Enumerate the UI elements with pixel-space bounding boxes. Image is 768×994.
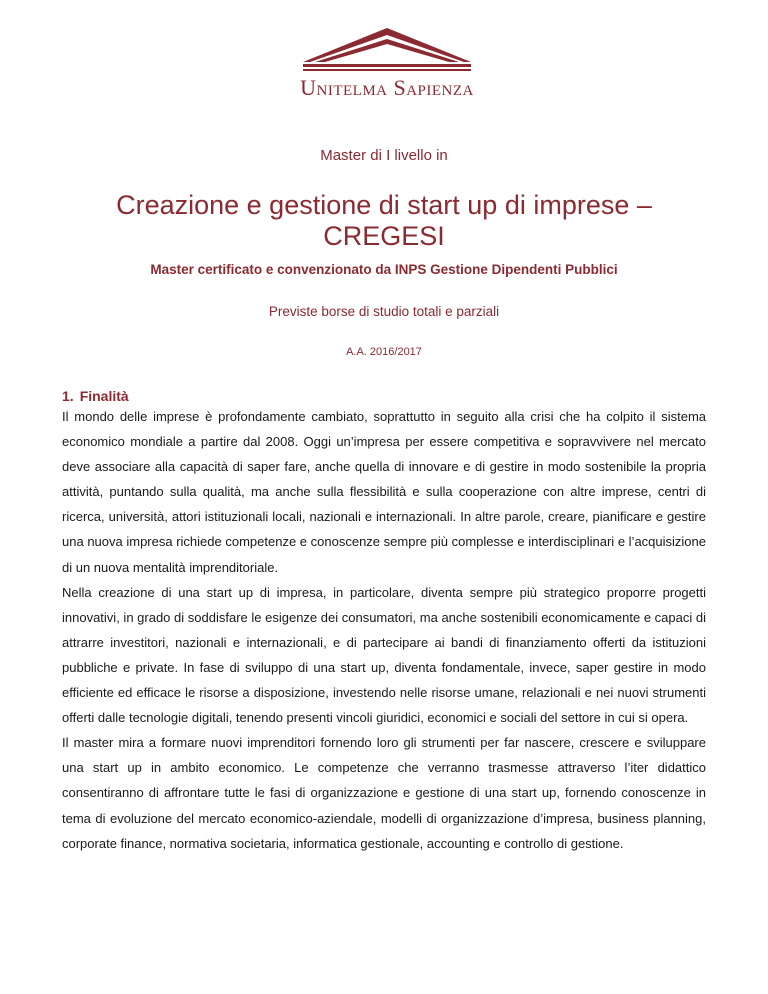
paragraph: Nella creazione di una start up di impresa, in particolare, diventa sempre più strategico proporre progetti innovativi, in grado di soddisfare le esigenze dei consumatori, ma anche sostenibili economicamente e capaci di attrarre investitori, nazionali e internazionali, e di partecipare ai bandi di finanziamento offerti da istituzioni pubbliche e private. In fase di sviluppo di una start up, diventa fondamentale, invece, saper gestire in modo efficiente ed efficace le risorse a disposizione, investendo nelle risorse umane, relazionali e nei nuovi strumenti offerti dalle tecnologie digitali, tenendo presenti vincoli giuridici, economici e sociali del settore in cui si opera. <box>62 584 706 726</box>
section-number: 1. <box>62 388 74 404</box>
certification-line: Master certificato e convenzionato da INPS Gestione Dipendenti Pubblici <box>150 262 618 277</box>
section-heading <box>62 388 129 404</box>
section-title: Finalità <box>79 388 129 404</box>
paragraph: Il master mira a formare nuovi imprenditori fornendo loro gli strumenti per far nascere, crescere e sviluppare una start up in ambito economico. Le competenze che verranno trasmesse attraverso l’iter didattico consentiranno di affrontare tutte le fasi di organizzazione e gestione di una start up, fornendo conoscenze in tema di evoluzione del mercato economico-aziendale, modelli di organizzazione d’impresa, business planning, corporate finance, normativa societaria, informatica gestionale, accounting e controllo di gestione. <box>62 735 706 851</box>
university-roof-icon <box>277 26 497 76</box>
university-logo <box>277 26 497 108</box>
paragraph: Il mondo delle imprese è profondamente cambiato, soprattutto in seguito alla crisi che ha colpito il sistema economico mondiale a partire dal 2008. Oggi un’impresa per essere competitiva e sopravvivere nel mercato deve associare alla capacità di saper fare, anche quella di innovare e di gestire in modo sostenibile la propria attività, puntando sulla qualità, ma anche sulla flessibilità e sulla cooperazione con altre imprese, centri di ricerca, università, attori istituzionali locali, nazionali e internazionali. In altre parole, creare, pianificare e gestire una nuova impresa richiede competenze e conoscenze sempre più complesse e interdisciplinari e l’acquisizione di un nuova mentalità imprenditoriale. <box>62 409 706 575</box>
master-level-subtitle: Master di I livello in <box>320 147 448 164</box>
academic-year: A.A. 2016/2017 <box>346 346 422 358</box>
section-body <box>62 404 706 856</box>
scholarships-line: Previste borse di studio totali e parziali <box>268 304 500 319</box>
logo-text: Unitelma Sapienza <box>300 75 474 100</box>
page-title: Creazione e gestione di start up di imprese – CREGESI <box>116 190 652 251</box>
